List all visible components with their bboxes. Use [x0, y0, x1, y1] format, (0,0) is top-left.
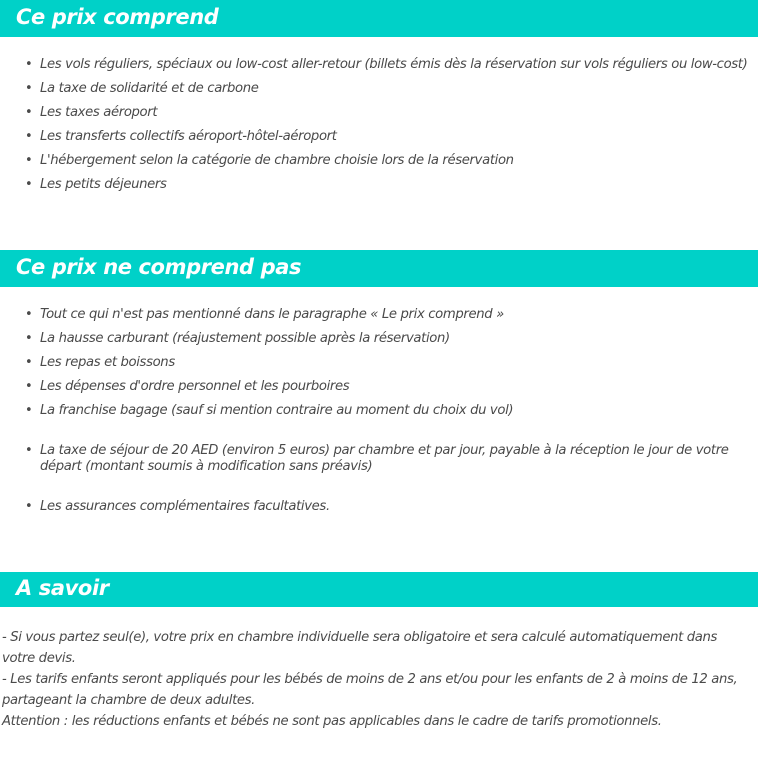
list-item: • Tout ce qui n'est pas mentionné dans le paragraphe « Le prix comprend » — [0, 307, 758, 323]
section-body-a-savoir — [0, 607, 758, 732]
list-item: • Les transferts collectifs aéroport-hôtel-aéroport — [0, 129, 758, 145]
list-item: • L'hébergement selon la catégorie de chambre choisie lors de la réservation — [0, 153, 758, 169]
list-item: • Les petits déjeuners — [0, 177, 758, 193]
note-paragraph: - Si vous partez seul(e), votre prix en chambre individuelle sera obligatoire et sera calculé automatiquement dans votre devis. — [2, 630, 718, 666]
section-title: A savoir — [16, 576, 109, 600]
section-body-ce-prix-ne-comprend-pas — [0, 287, 758, 515]
section-spacer — [0, 523, 758, 572]
included-list — [0, 57, 758, 193]
section-header-a-savoir — [0, 572, 758, 607]
note-paragraph: - Les tarifs enfants seront appliqués pour les bébés de moins de 2 ans et/ou pour les enfants de 2 à moins de 12 ans, partageant la chambre de deux adultes. — [2, 672, 738, 708]
section-title: Ce prix ne comprend pas — [16, 255, 302, 279]
excluded-list — [0, 307, 758, 515]
section-spacer — [0, 201, 758, 250]
list-item: • La taxe de séjour de 20 AED (environ 5 euros) par chambre et par jour, payable à la réception le jour de votre départ (montant soumis à modification sans préavis) — [0, 443, 758, 475]
list-item: • Les assurances complémentaires facultatives. — [0, 499, 758, 515]
list-item: • Les repas et boissons — [0, 355, 758, 371]
list-item: • Les vols réguliers, spéciaux ou low-cost aller-retour (billets émis dès la réservation sur vols réguliers ou low-cost) — [0, 57, 758, 73]
list-item: • Les taxes aéroport — [0, 105, 758, 121]
list-item: • Les dépenses d'ordre personnel et les pourboires — [0, 379, 758, 395]
section-header-ce-prix-ne-comprend-pas — [0, 250, 758, 287]
list-item: • La hausse carburant (réajustement possible après la réservation) — [0, 331, 758, 347]
section-title: Ce prix comprend — [16, 5, 219, 29]
list-item: • La franchise bagage (sauf si mention contraire au moment du choix du vol) — [0, 403, 758, 419]
section-header-ce-prix-comprend — [0, 0, 758, 37]
section-body-ce-prix-comprend — [0, 37, 758, 193]
list-item: • La taxe de solidarité et de carbone — [0, 81, 758, 97]
note-paragraph: Attention : les réductions enfants et bébés ne sont pas applicables dans le cadre de tarifs promotionnels. — [2, 714, 662, 729]
